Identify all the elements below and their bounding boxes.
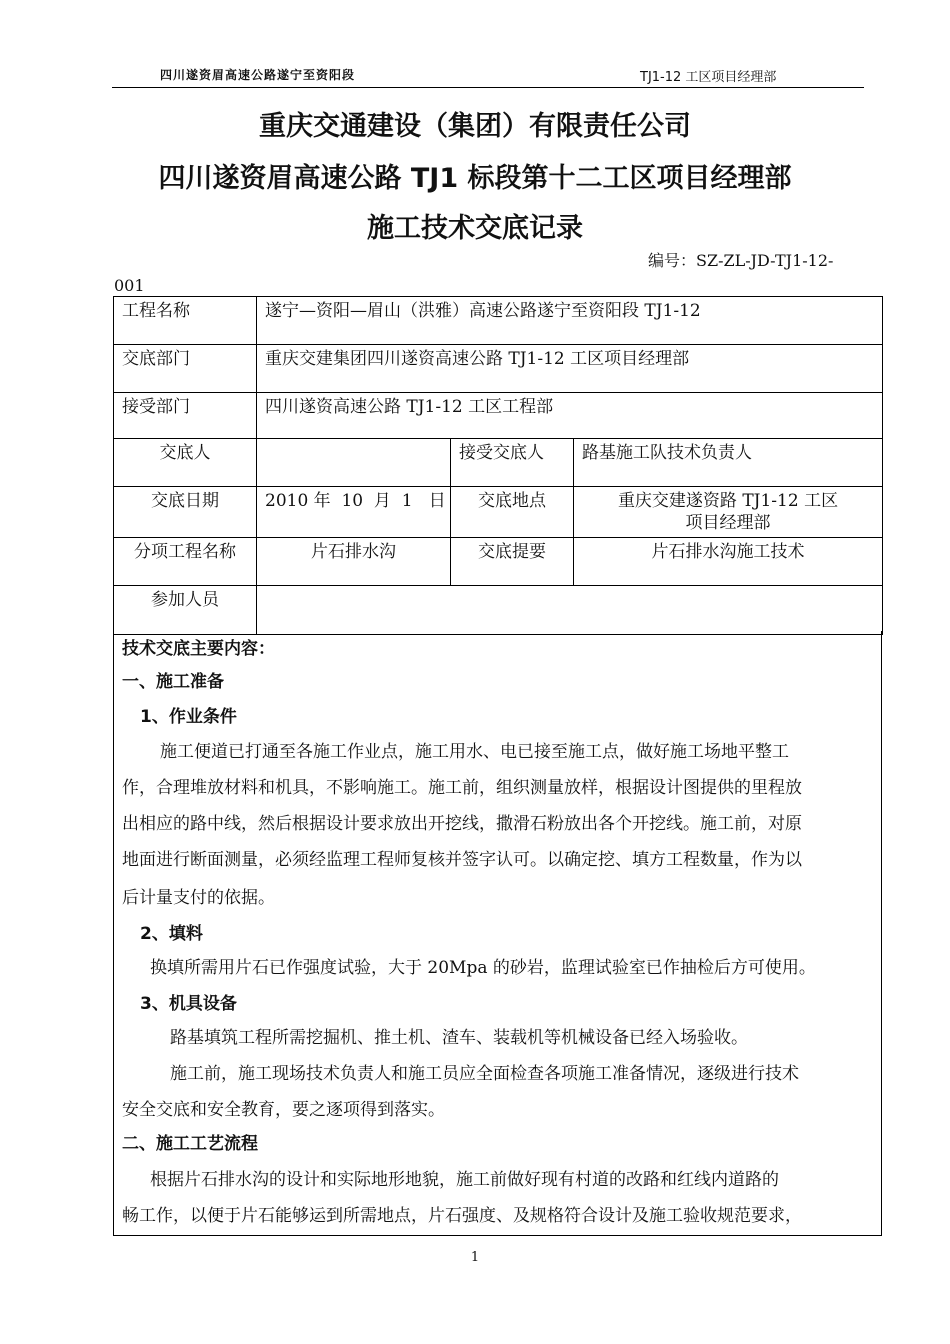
place-value-line2: 项目经理部 xyxy=(685,513,771,533)
paragraph-line: 施工前，施工现场技术负责人和施工员应全面检查各项施工准备情况，逐级进行技术 xyxy=(170,1064,799,1084)
paragraph-line: 换填所需用片石已作强度试验，大于 20Mpa 的砂岩，监理试验室已作抽检后方可使用。 xyxy=(150,958,816,978)
dept-value: 重庆交建集团四川遂资高速公路 TJ1-12 工区项目经理部 xyxy=(257,345,883,393)
receiver-value: 路基施工队技术负责人 xyxy=(574,439,883,487)
participants-value xyxy=(257,586,883,635)
paragraph-line: 路基填筑工程所需挖掘机、推土机、渣车、装载机等机械设备已经入场验收。 xyxy=(170,1028,748,1048)
paragraph-line: 地面进行断面测量，必须经监理工程师复核并签字认可。以确定挖、填方工程数量，作为以 xyxy=(122,850,802,870)
presenter-label: 交底人 xyxy=(114,439,257,487)
project-name-value: 遂宁—资阳—眉山（洪雅）高速公路遂宁至资阳段 TJ1-12 xyxy=(257,297,883,345)
summary-value: 片石排水沟施工技术 xyxy=(574,538,883,586)
date-value: 2010 年 10 月 1 日 xyxy=(257,487,451,538)
summary-label: 交底提要 xyxy=(451,538,574,586)
paragraph-line: 后计量支付的依据。 xyxy=(122,888,275,908)
table-row xyxy=(114,393,883,439)
sub-project-label: 分项工程名称 xyxy=(114,538,257,586)
subsection-heading: 3、机具设备 xyxy=(140,994,237,1014)
place-value xyxy=(574,487,883,538)
content-heading: 技术交底主要内容： xyxy=(122,639,275,659)
document-number: 编号：SZ-ZL-JD-TJ1-12- xyxy=(648,251,834,270)
place-value-line1: 重庆交建遂资路 TJ1-12 工区 xyxy=(617,491,839,511)
page-number: 1 xyxy=(470,1250,480,1265)
paragraph-line: 作，合理堆放材料和机具，不影响施工。施工前，组织测量放样，根据设计图提供的里程放 xyxy=(122,778,802,798)
table-row xyxy=(114,487,883,538)
running-header-right: TJ1-12 工区项目经理部 xyxy=(640,70,777,85)
info-table xyxy=(113,296,883,635)
document-title: 施工技术交底记录 xyxy=(367,213,583,244)
company-title: 重庆交通建设（集团）有限责任公司 xyxy=(259,111,691,142)
paragraph-line: 根据片石排水沟的设计和实际地形地貌，施工前做好现有村道的改路和红线内道路的 xyxy=(150,1170,779,1190)
table-row xyxy=(114,345,883,393)
document-number-continued: 001 xyxy=(114,276,145,295)
recv-dept-label: 接受部门 xyxy=(114,393,257,439)
table-row xyxy=(114,586,883,635)
running-header-left: 四川遂资眉高速公路遂宁至资阳段 xyxy=(160,68,356,82)
paragraph-line: 出相应的路中线，然后根据设计要求放出开挖线，撒滑石粉放出各个开挖线。施工前，对原 xyxy=(122,814,802,834)
department-title: 四川遂资眉高速公路 TJ1 标段第十二工区项目经理部 xyxy=(158,163,792,194)
paragraph-line: 安全交底和安全教育，要之逐项得到落实。 xyxy=(122,1100,445,1120)
date-label: 交底日期 xyxy=(114,487,257,538)
project-name-label: 工程名称 xyxy=(114,297,257,345)
paragraph-line: 畅工作，以便于片石能够运到所需地点，片石强度、及规格符合设计及施工验收规范要求， xyxy=(122,1206,802,1226)
paragraph-line: 施工便道已打通至各施工作业点，施工用水、电已接至施工点，做好施工场地平整工 xyxy=(160,742,789,762)
presenter-value xyxy=(257,439,451,487)
section-heading: 二、施工工艺流程 xyxy=(122,1134,258,1154)
subsection-heading: 1、作业条件 xyxy=(140,707,237,727)
participants-label: 参加人员 xyxy=(114,586,257,635)
table-row xyxy=(114,538,883,586)
receiver-label: 接受交底人 xyxy=(451,439,574,487)
section-heading: 一、施工准备 xyxy=(122,672,224,692)
dept-label: 交底部门 xyxy=(114,345,257,393)
table-row xyxy=(114,439,883,487)
sub-project-value: 片石排水沟 xyxy=(257,538,451,586)
header-rule xyxy=(112,87,864,88)
place-label: 交底地点 xyxy=(451,487,574,538)
table-row xyxy=(114,297,883,345)
content-box xyxy=(113,631,882,1236)
recv-dept-value: 四川遂资高速公路 TJ1-12 工区工程部 xyxy=(257,393,883,439)
subsection-heading: 2、填料 xyxy=(140,924,203,944)
